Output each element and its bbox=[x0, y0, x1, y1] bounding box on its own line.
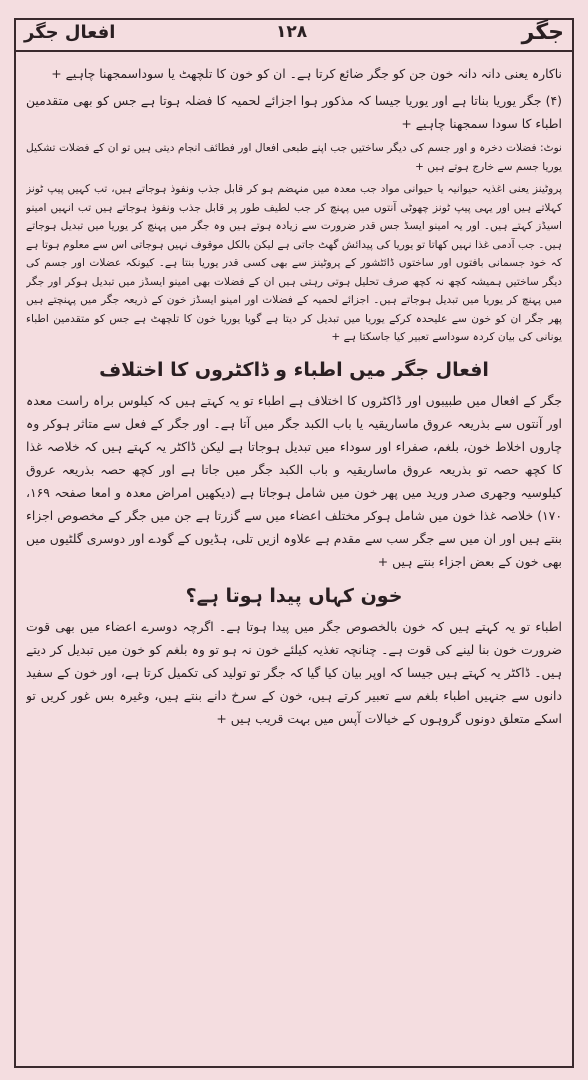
page-body bbox=[26, 62, 562, 1058]
section-heading-disagreement: افعال جگر میں اطباء و ڈاکٹروں کا اختلاف bbox=[99, 358, 489, 381]
header-title-left: افعال جگر bbox=[24, 22, 116, 43]
header-title-right: جگر bbox=[521, 20, 564, 45]
paragraph-blood: اطباء تو یہ کہتے ہیں کہ خون بالخصوص جگر میں پیدا ہوتا ہے۔ اگرچہ دوسرے اعضاء میں بھی قوت ضرورت خون بنا لینے کی قوت ہے۔ چنانچہ تغذیہ کیلئے خون نہ ہو تو وہ بلغم کو خون میں تبدیل کر دیتے ہیں۔ ڈاکٹر یہ کہتے ہیں جیسا کہ اوپر بیان کیا گیا کہ جگر تو تولید کی تکمیل کرتا ہے، اور خون کے سفید دانوں سے جنہیں اطباء بلغم سے تعبیر کرتے ہیں، خون کے سرخ دانے بنتے ہیں، وغیرہ بس غور کریں تو اسکے متعلق دونوں گروہوں کے خیالات آپس میں بہت قریب ہیں + bbox=[26, 618, 562, 726]
paragraph-disagreement: جگر کے افعال میں طبیبوں اور ڈاکٹروں کا اختلاف ہے اطباء تو یہ کہتے ہیں کہ کیلوس براہ راست معدہ اور آنتوں سے بذریعہ عروق ماساریقیہ یا باب الکبد جگر میں آتا ہے۔ اور جگر کے فعل سے متاثر ہوکر وہ چاروں اخلاط خون، بلغم، صفراء اور سوداء میں تبدیل ہوجاتا ہے لیکن ڈاکٹر یہ کہتے ہیں کہ خلاصہ غذا کا کچھ حصہ تو بذریعہ عروق ماساریقیہ و باب الکبد جگر میں جاتا ہے اور کچھ حصہ بذریعہ عروق کیلوسیہ وجھری صدر ورید میں پھر خون میں شامل ہوجاتا ہے (دیکھیں امراض معدہ و امعا صفحہ ۱۶۹، ۱۷۰) خلاصہ غذا خون میں شامل ہوکر مختلف اعضاء میں سے گزرتا ہے جن میں جگر کے مخصوص اجزاء بنتے ہیں اور ان میں سے جگر سب سے مقدم ہے علاوہ ازیں تلی، ہڈیوں کے گودے اور دوسری گلٹیوں میں بھی خون کے بعض اجزاء بنتے ہیں + bbox=[26, 392, 562, 569]
page-number: ۱۲۸ bbox=[276, 22, 308, 42]
page-header bbox=[14, 18, 574, 52]
paragraph-2: (۴) جگر یوریا بناتا ہے اور یوریا جیسا کہ مذکور ہوا اجزائے لحمیہ کا فضلہ ہوتا ہے جس کو بھی متقدمین اطباء کا سودا سمجھنا چاہیے + bbox=[26, 93, 562, 131]
paragraph-1: ناکارہ یعنی دانہ دانہ خون جن کو جگر ضائع کرتا ہے۔ ان کو خون کا تلچھٹ یا سوداسمجھنا چاہیے + bbox=[51, 66, 562, 81]
paragraph-proteins: پروٹینز یعنی اغذیہ حیوانیہ یا حیوانی مواد جب معدہ میں منہضم ہو کر قابل جذب ونفوذ ہوجاتے ہیں، تب کہیں پیپ ٹونز کہلاتے ہیں اور یہی پیپ ٹونز چھوٹی آنتوں میں پہنچ کر جب لطیف طور پر قابل جذب ونفوذ ہوجاتے ہیں تب انہیں امینو اسیڈز کہتے ہیں۔ اور یہ امینو ایسڈ جس قدر ضرورت سے زیادہ ہوتے ہیں وہ جگر میں پہنچ کر یوریا میں تبدیل ہوجاتے ہیں۔ جب آدمی غذا نہیں کھاتا تو یوریا کی پیدائش گھٹ جاتی ہے لیکن بالکل موقوف نہیں ہوجاتی اس سے معلوم ہوتا ہے کہ خود جسمانی بافتوں اور ساختوں ڈائٹشور کے پروٹینز سے بھی کسی قدر یوریا بنتا ہے۔ کیونکہ عضلات اور جسم کی دیگر ساختیں ہمیشہ کچھ نہ کچھ صرف تحلیل ہوتی رہتی ہیں ان کے فضلات بھی امینو ایسڈز میں تبدیل ہوکر اور جگر میں پہنچ کر یوریا میں تبدیل ہوجاتے ہیں۔ اجزائے لحمیہ کے فضلات اور امینو ایسڈز خون کے ذریعہ جگر میں پہنچتے ہیں پھر جگر ان کو خون سے علیحدہ کرکے یوریا میں تبدیل کر دیتا ہے گویا یوریا خون کا تلچھٹ ہے جس کو متقدمین اطباء یونانی کی بیان کردہ سوداسے تعبیر کیا جاسکتا ہے + bbox=[26, 183, 562, 343]
note-paragraph: نوٹ: فضلات دخرہ و اور جسم کی دیگر ساختیں جب اپنے طبعی افعال اور فطائف انجام دیتی ہیں تو ان کے فضلات تشکیل یوریا جسم سے خارج ہوتے ہیں + bbox=[26, 142, 562, 173]
section-heading-blood: خون کہاں پیدا ہوتا ہے؟ bbox=[185, 584, 403, 607]
